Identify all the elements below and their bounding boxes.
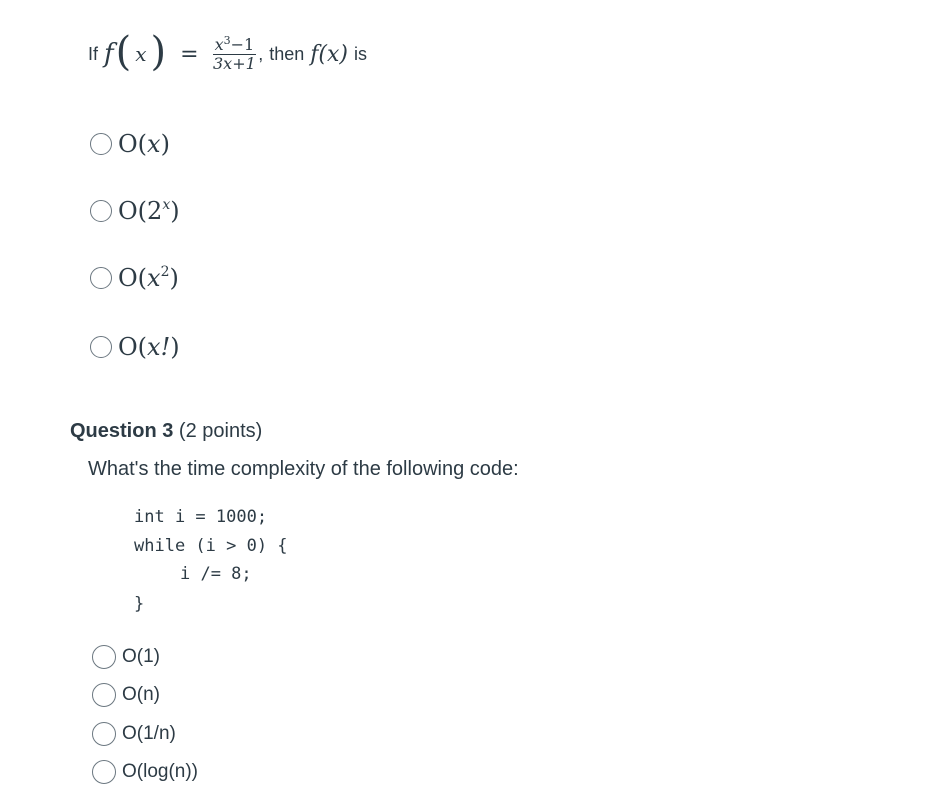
close-paren: ) <box>150 29 167 75</box>
q2-option-4[interactable] <box>90 333 180 361</box>
code-line-4: } <box>134 594 145 614</box>
q2-option-2[interactable] <box>90 197 180 225</box>
function-name: f <box>104 39 114 69</box>
fraction <box>212 33 257 73</box>
q3-option-4[interactable] <box>92 760 198 784</box>
comma: , <box>258 43 264 64</box>
question-2-stem <box>88 30 367 78</box>
radio-button[interactable] <box>90 336 112 358</box>
option-label: O(x) <box>118 130 170 158</box>
radio-button[interactable] <box>90 267 112 289</box>
q3-option-1[interactable] <box>92 645 160 669</box>
option-label: O(n) <box>122 684 160 705</box>
open-paren: ( <box>115 29 132 75</box>
code-line-3: i /= 8; <box>180 564 252 584</box>
option-label: O(x!) <box>118 333 180 361</box>
q3-option-3[interactable] <box>92 722 176 746</box>
option-label: O(1) <box>122 646 160 667</box>
question-3-title <box>70 420 262 443</box>
fraction-denominator: 3x+1 <box>212 53 256 73</box>
code-line-1: int i = 1000; <box>134 507 268 527</box>
q3-option-2[interactable] <box>92 683 160 707</box>
question-number: Question 3 <box>70 420 174 442</box>
radio-button[interactable] <box>90 133 112 155</box>
radio-button[interactable] <box>92 683 116 707</box>
radio-button[interactable] <box>90 200 112 222</box>
q2-option-1[interactable] <box>90 130 170 158</box>
question-points: (2 points) <box>178 420 263 442</box>
code-line-2: while (i > 0) { <box>134 536 288 556</box>
option-label: O(2$^x$) <box>118 197 180 225</box>
radio-button[interactable] <box>92 760 116 784</box>
equals-sign: = <box>180 41 199 67</box>
radio-button[interactable] <box>92 645 116 669</box>
question-3-stem: What's the time complexity of the following code: <box>88 458 519 480</box>
option-label: O(log(n)) <box>122 761 199 782</box>
function-var: x <box>135 42 147 66</box>
fraction-numerator: $x^3-1$ <box>214 33 255 54</box>
option-label: $O(x^2)$ <box>118 264 179 292</box>
stem-if-text: If <box>88 43 99 64</box>
stem-then-text: then <box>269 43 305 64</box>
q2-option-3[interactable] <box>90 264 179 292</box>
option-label: O(1/n) <box>122 723 176 744</box>
stem-then-expression: f(x) <box>310 41 348 67</box>
stem-is-text: is <box>353 43 367 64</box>
radio-button[interactable] <box>92 722 116 746</box>
